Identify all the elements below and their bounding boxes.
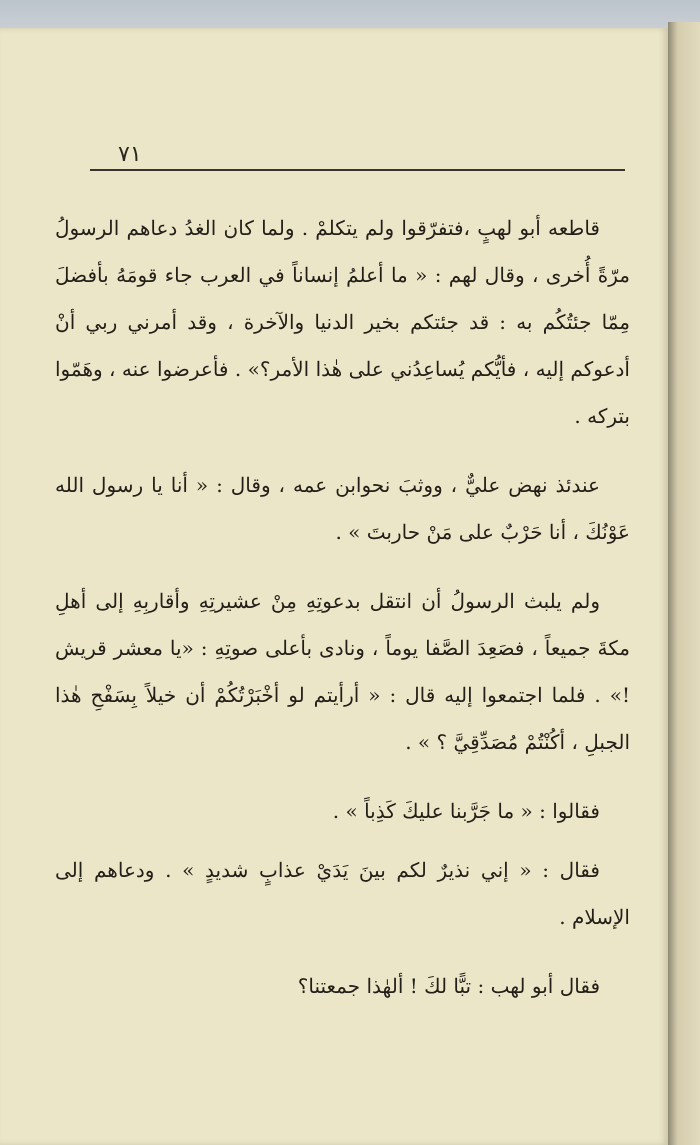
page-header — [90, 140, 625, 170]
paragraph: قاطعه أبو لهبٍ ،فتفرّقوا ولم يتكلمْ . ولما كان الغدُ دعاهم الرسولُ مرّةً أُخرى ، وقال لهم : « ما أعلمُ إنساناً في العرب جاء قومَهُ بأفضلَ مِمّا جئتُكُم به : قد جئتكم بخير الدنيا والآخرة ، وقد أمرني ربي أنْ أدعوكم إليه ، فأيُّكم يُساعِدُني على هٰذا الأمر؟» . فأعرضوا عنه ، وهَمّوا بتركه . — [55, 216, 630, 428]
book-page-edge — [668, 22, 700, 1145]
paragraph: فقال : « إني نذيرٌ لكم بينَ يَدَيْ عذابٍ شديدٍ » . ودعاهم إلى الإسلام . — [55, 858, 630, 929]
paragraph: فقالوا : « ما جَرَّبنا عليكَ كَذِباً » . — [332, 799, 600, 823]
body-text — [55, 205, 630, 1032]
paragraph: ولم يلبث الرسولُ أن انتقل بدعوتِهِ مِنْ عشيرتِهِ وأقاربِهِ إلى أهلِ مكةَ جميعاً ، فصَعِدَ الصَّفا يوماً ، ونادى بأعلى صوتِهِ : «يا معشر قريش !» . فلما اجتمعوا إليه قال : « أرأيتم لو أخْبَرْتُكُمْ أن خيلاً بِسَفْحِ هٰذا الجبلِ ، أكُنْتُمْ مُصَدِّقِيَّ ؟ » . — [55, 589, 630, 754]
top-background-strip — [0, 0, 700, 30]
paragraph: فقال أبو لهب : تبًّا لكَ ! ألهٰذا جمعتنا؟ — [297, 974, 600, 998]
header-divider — [90, 169, 625, 171]
paragraph: عندئذ نهض عليٌّ ، ووثبَ نحوابن عمه ، وقال : « أنا يا رسول الله عَوْنُكَ ، أنا حَرْبٌ على مَنْ حاربتَ » . — [55, 473, 630, 544]
page-number: ٧١ — [118, 142, 142, 167]
